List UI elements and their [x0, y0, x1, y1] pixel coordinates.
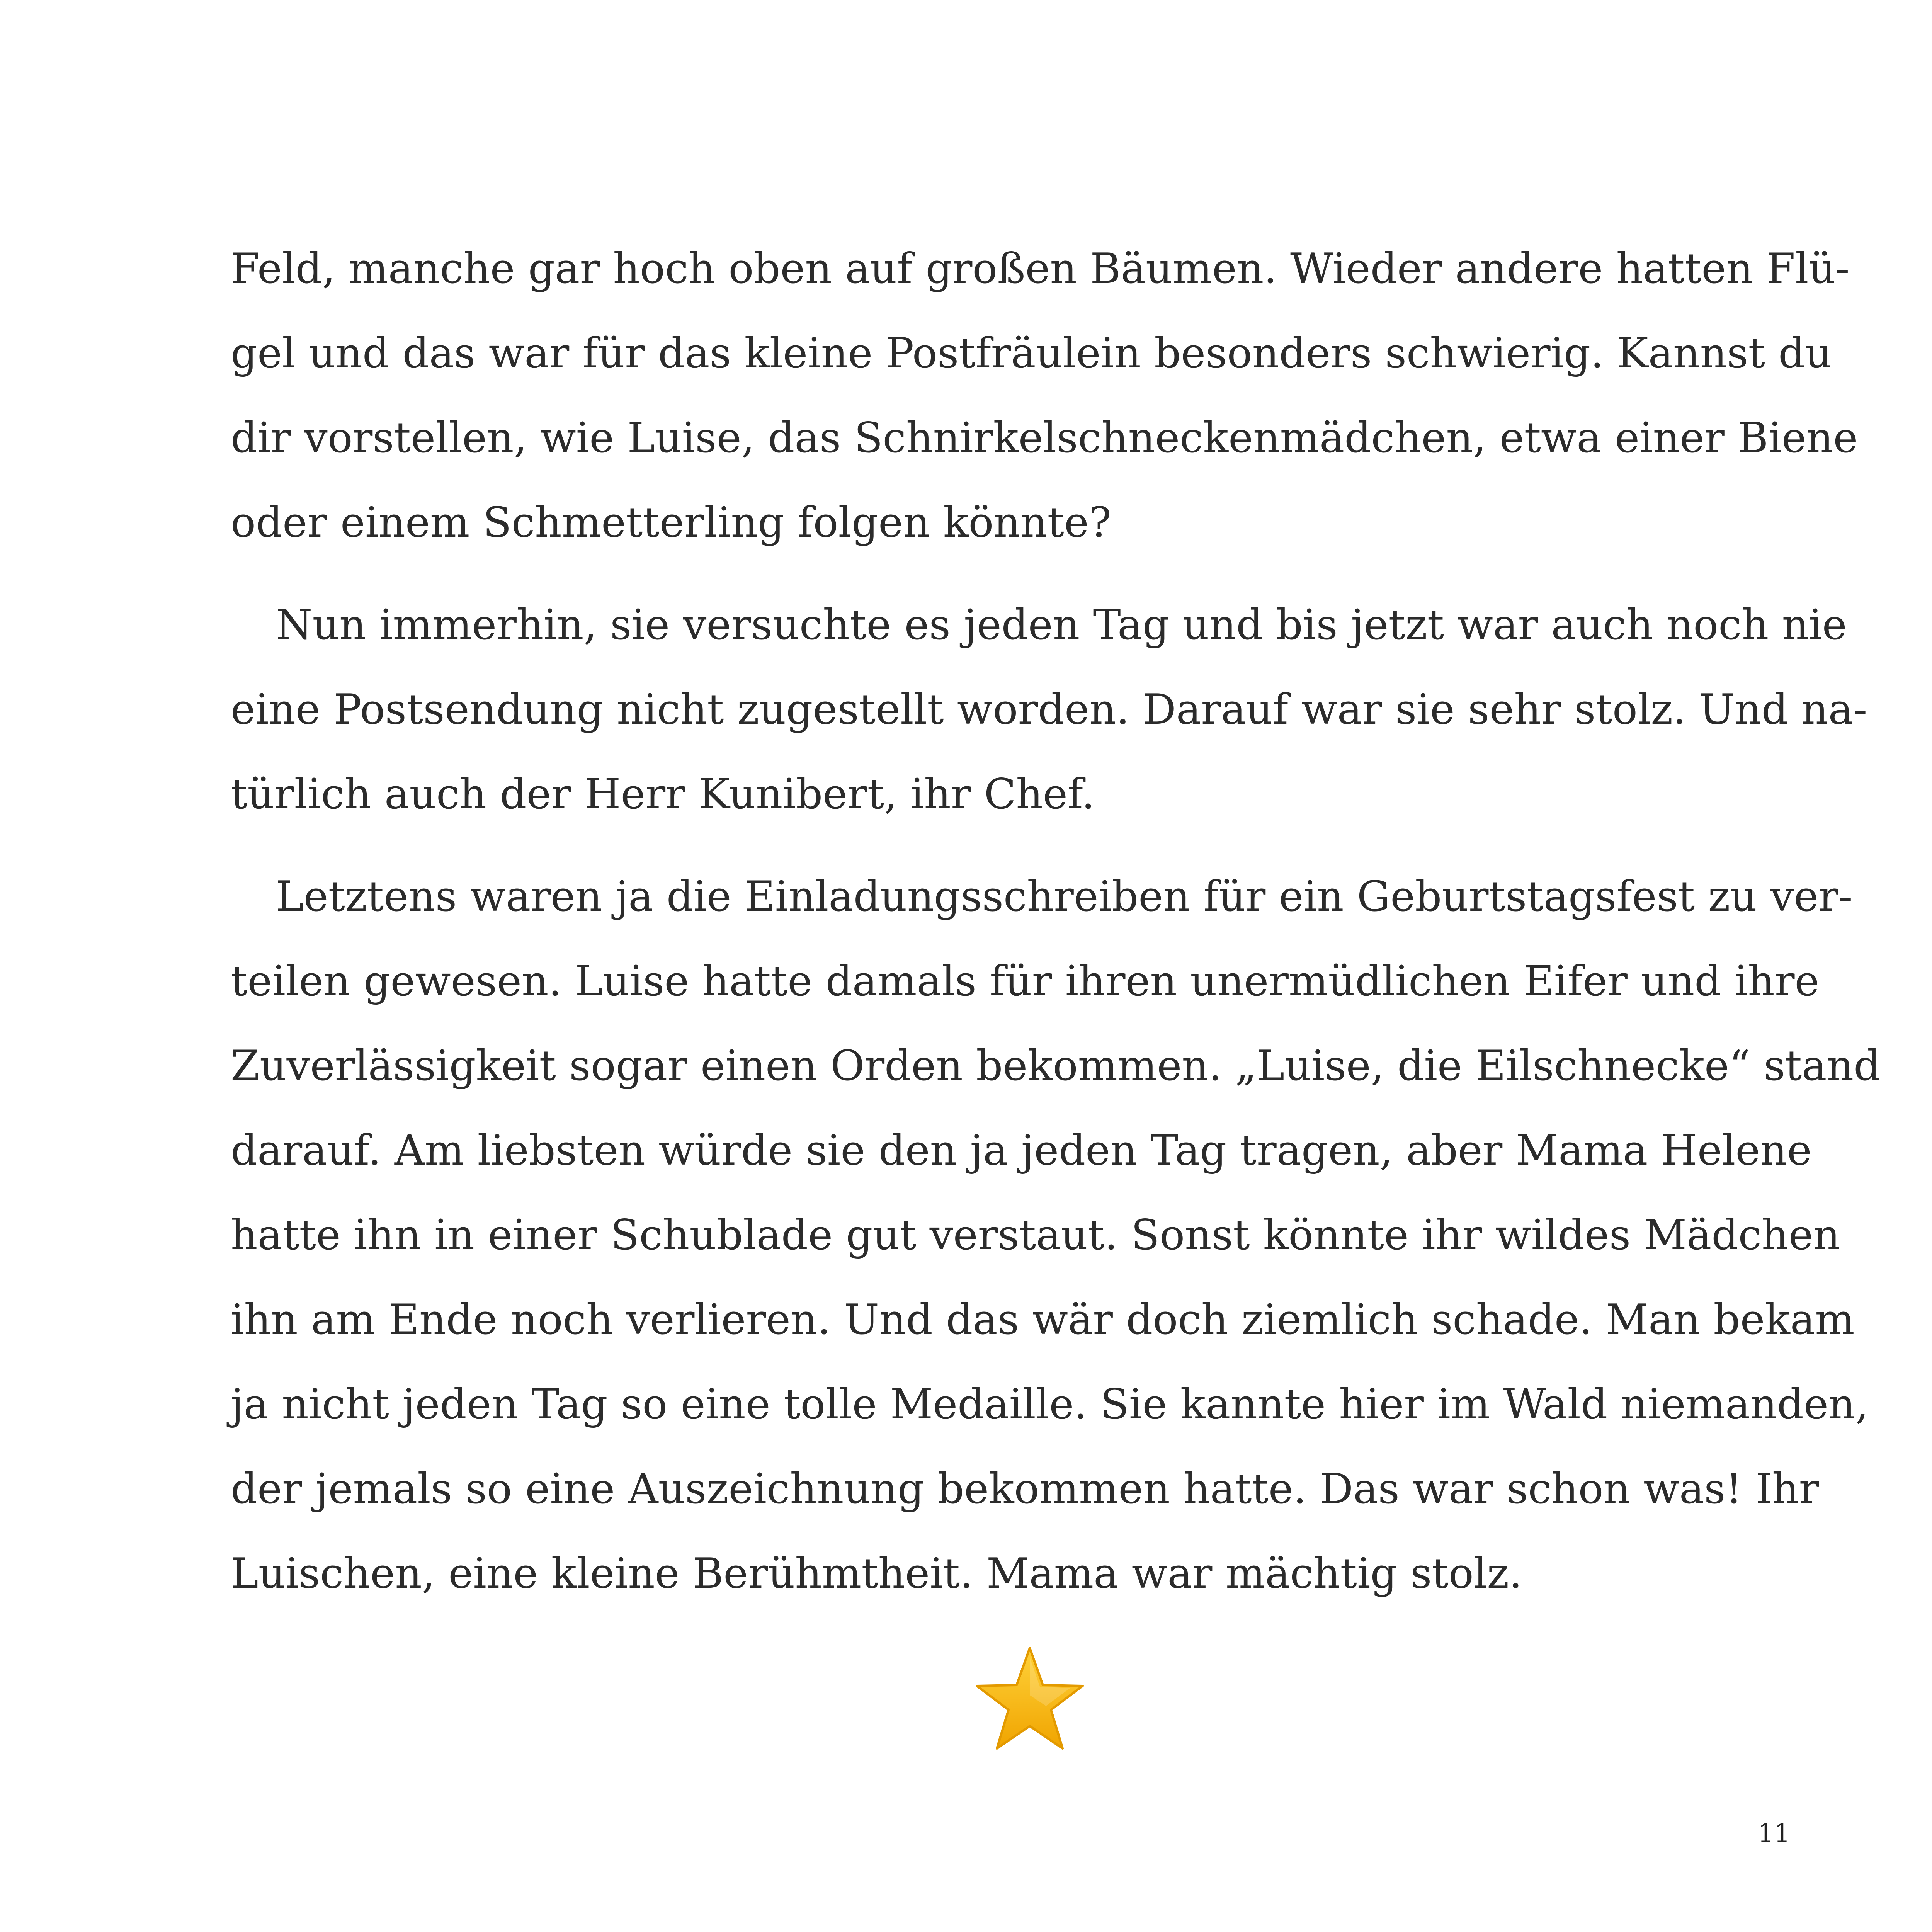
text-line: hatte ihn in einer Schublade gut verstaut. Sonst könnte ihr wildes Mädchen [231, 1211, 1840, 1259]
text-line: Letztens waren ja die Einladungsschreiben für ein Geburtstagsfest zu ver- [276, 872, 1853, 921]
text-line: türlich auch der Herr Kunibert, ihr Chef. [231, 770, 1095, 818]
text-line: Zuverlässigkeit sogar einen Orden bekommen. „Luise, die Eilschnecke“ stand [231, 1042, 1881, 1090]
text-line: Luischen, eine kleine Berühmtheit. Mama war mächtig stolz. [231, 1549, 1522, 1598]
text-line: der jemals so eine Auszeichnung bekommen hatte. Das war schon was! Ihr [231, 1465, 1819, 1513]
text-line: Feld, manche gar hoch oben auf großen Bäumen. Wieder andere hatten Flü- [231, 245, 1850, 293]
text-line: ja nicht jeden Tag so eine tolle Medaille. Sie kannte hier im Wald niemanden, [231, 1380, 1869, 1429]
text-line: Nun immerhin, sie versuchte es jeden Tag und bis jetzt war auch noch nie [276, 601, 1847, 649]
text-line: gel und das war für das kleine Postfräulein besonders schwierig. Kannst du [231, 329, 1832, 378]
text-line: dir vorstellen, wie Luise, das Schnirkelschneckenmädchen, etwa einer Biene [231, 414, 1858, 462]
body-text [231, 226, 1881, 1616]
paragraph-3 [231, 854, 1881, 1616]
text-line: darauf. Am liebsten würde sie den ja jeden Tag tragen, aber Mama Helene [231, 1126, 1812, 1175]
paragraph-2 [231, 583, 1867, 837]
page-number: 11 [1758, 1818, 1790, 1848]
star-icon [972, 1644, 1088, 1756]
text-line: teilen gewesen. Luise hatte damals für ihren unermüdlichen Eifer und ihre [231, 957, 1820, 1005]
text-line: oder einem Schmetterling folgen könnte? [231, 498, 1111, 547]
text-line: ihn am Ende noch verlieren. Und das wär doch ziemlich schade. Man bekam [231, 1296, 1855, 1344]
text-line: eine Postsendung nicht zugestellt worden. Darauf war sie sehr stolz. Und na- [231, 685, 1867, 734]
paragraph-1 [231, 226, 1858, 565]
